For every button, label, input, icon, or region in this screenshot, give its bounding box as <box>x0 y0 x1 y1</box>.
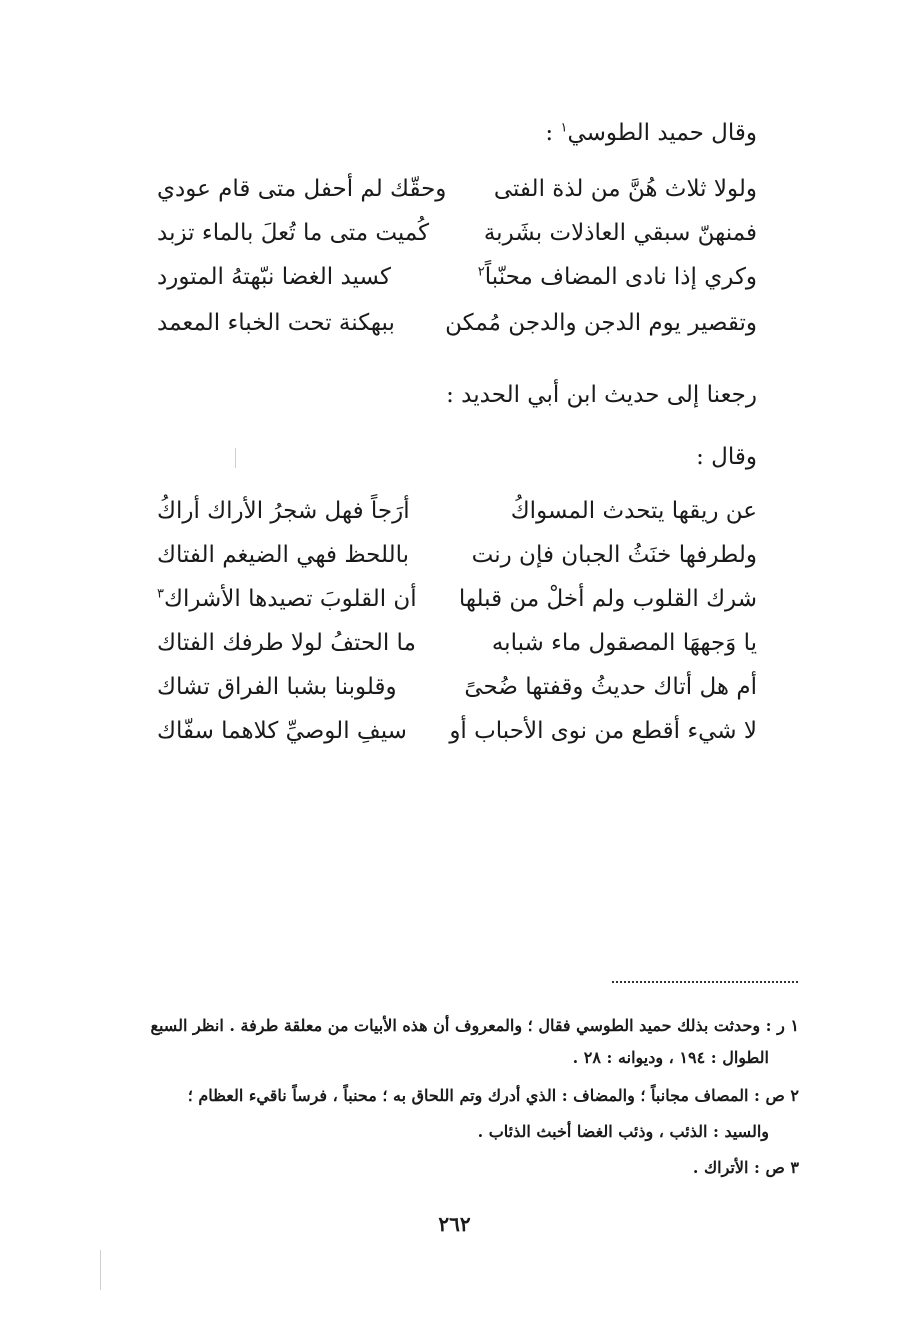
footnote-ref-2: ٢ <box>477 264 485 280</box>
footnote-ref-3: ٣ <box>157 586 164 602</box>
verse-first-hemistich: يا وَجههَا المصقول ماء شبابه <box>491 630 757 656</box>
verse-first-hemistich: ولولا ثلاث هُنَّ من لذة الفتى <box>493 176 757 202</box>
verse-second-hemistich: كُميت متى ما تُعلَ بالماء تزبد <box>157 220 430 246</box>
verse-row <box>157 584 757 620</box>
verse-row <box>157 174 757 210</box>
verse-row <box>157 262 757 298</box>
verse-row <box>157 628 757 664</box>
scan-mark <box>235 448 236 468</box>
verse-text: وكري إذا نادى المضاف محنّباً <box>484 264 757 290</box>
verse-second-hemistich: أرَجاً فهل شجرُ الأراك أراكُ <box>157 498 410 524</box>
verse-row <box>157 716 757 752</box>
verse-row <box>157 308 757 344</box>
verse-first-hemistich: فمنهنّ سبقي العاذلات بشَربة <box>483 220 757 246</box>
footnote-line: ١ ر : وحدثت بذلك حميد الطوسي فقال ؛ والمعروف أن هذه الأبيات من معلقة طرفة . انظر السبع <box>150 1016 799 1035</box>
footnote-separator <box>612 981 798 983</box>
intro-text: وقال حميد الطوسي <box>567 120 757 146</box>
verse-second-hemistich: ما الحتفُ لولا طرفك الفتاك <box>157 630 416 656</box>
poem-intro-said: وقال : <box>696 444 757 470</box>
footnote-line: الطوال : ١٩٤ ، وديوانه : ٢٨ . <box>572 1048 769 1067</box>
prose-return-line: رجعنا إلى حديث ابن أبي الحديد : <box>446 382 757 408</box>
verse-first-hemistich: لا شيء أقطع من نوى الأحباب أو <box>449 718 757 744</box>
footnote-ref-1: ١ <box>560 120 568 136</box>
verse-first-hemistich: أم هل أتاك حديثُ وقفتها ضُحىً <box>464 674 757 700</box>
verse-second-hemistich: وقلوبنا بشبا الفراق تشاك <box>157 674 397 700</box>
poem-intro-tusi <box>545 118 757 148</box>
verse-row <box>157 672 757 708</box>
footnote-line: والسيد : الذئب ، وذئب الغضا أخبث الذئاب . <box>477 1122 769 1141</box>
intro-colon: : <box>545 120 561 146</box>
page-number: ٢٦٢ <box>438 1212 471 1236</box>
verse-text: أن القلوبَ تصيدها الأشراك <box>163 586 417 612</box>
footnote-line: ٢ ص : المصاف مجانباً ؛ والمضاف : الذي أدرك وتم اللحاق به ؛ محنباً ، فرساً ناقيء العظام ؛ <box>187 1086 799 1105</box>
verse-second-hemistich: ببهكنة تحت الخباء المعمد <box>157 310 395 336</box>
verse-second-hemistich: سيفِ الوصيِّ كلاهما سفّاك <box>157 718 407 744</box>
verse-row <box>157 496 757 532</box>
verse-second-hemistich: وحقّك لم أحفل متى قام عودي <box>157 176 447 202</box>
verse-first-hemistich: عن ريقها يتحدث المسواكُ <box>510 498 757 524</box>
verse-row <box>157 218 757 254</box>
verse-first-hemistich: ولطرفها خنَثُ الجبان فإن رنت <box>471 542 757 568</box>
verse-first-hemistich: وتقصير يوم الدجن والدجن مُمكن <box>445 310 757 336</box>
verse-second-hemistich: كسيد الغضا نبّهتهُ المتورد <box>157 264 391 290</box>
verse-first-hemistich <box>478 262 757 292</box>
scan-mark <box>100 1250 101 1290</box>
footnote-line: ٣ ص : الأتراك . <box>692 1158 799 1177</box>
verse-row <box>157 540 757 576</box>
verse-second-hemistich <box>157 584 417 614</box>
verse-second-hemistich: باللحظ فهي الضيغم الفتاك <box>157 542 410 568</box>
verse-first-hemistich: شرك القلوب ولم أخلْ من قبلها <box>458 586 757 612</box>
